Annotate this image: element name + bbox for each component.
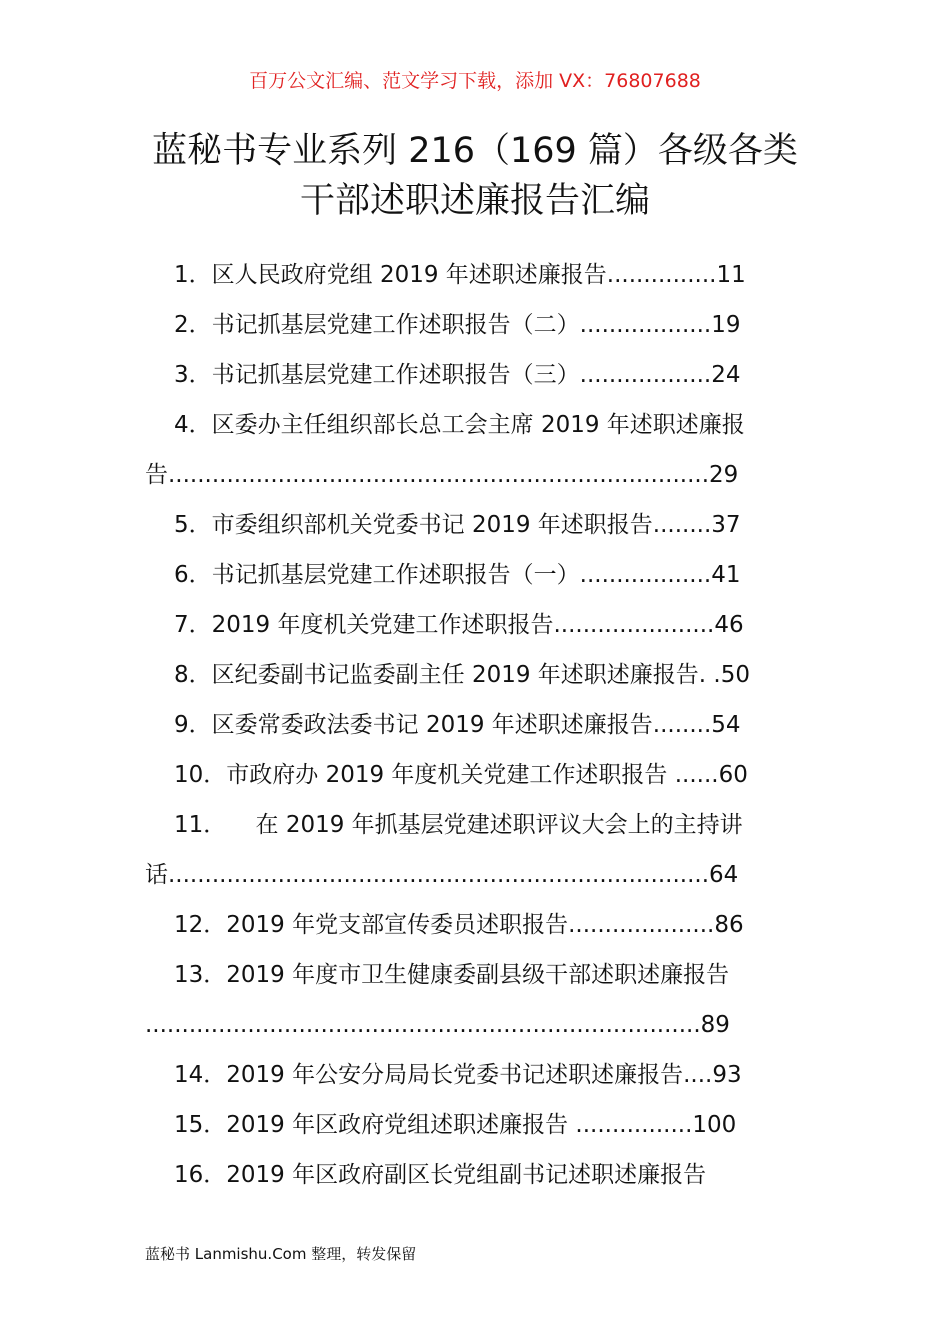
toc-entry-16[interactable]: 16．2019 年区政府副区长党组副书记述职述廉报告	[174, 1162, 707, 1188]
toc-entry-1[interactable]: 1．区人民政府党组 2019 年述职述廉报告...............11	[174, 262, 746, 288]
toc-entry-4[interactable]: 4．区委办主任组织部长总工会主席 2019 年述职述廉报	[174, 412, 745, 438]
toc-entry-5[interactable]: 5．市委组织部机关党委书记 2019 年述职报告........37	[174, 512, 741, 538]
toc-entry-2[interactable]: 2．书记抓基层党建工作述职报告（二）..................19	[174, 312, 741, 338]
document-title-line-1: 蓝秘书专业系列 216（169 篇）各级各类	[152, 131, 798, 171]
header-banner: 百万公文汇编、范文学习下载，添加 VX：76807688	[249, 70, 701, 92]
toc-entry-10[interactable]: 10．市政府办 2019 年度机关党建工作述职报告 ......60	[174, 762, 748, 788]
toc-entry-15[interactable]: 15．2019 年区政府党组述职述廉报告 ................100	[174, 1112, 737, 1138]
footer-note: 蓝秘书 Lanmishu.Com 整理，转发保留	[145, 1245, 417, 1263]
toc-entry-9[interactable]: 9．区委常委政法委书记 2019 年述职述廉报告........54	[174, 712, 741, 738]
toc-entry-11-continued[interactable]: 话..........................................................................64	[145, 862, 739, 888]
toc-entry-13-continued[interactable]: ............................................................................89	[145, 1012, 730, 1038]
toc-entry-6[interactable]: 6．书记抓基层党建工作述职报告（一）..................41	[174, 562, 741, 588]
toc-entry-4-continued[interactable]: 告..........................................................................29	[145, 462, 739, 488]
document-title-line-2: 干部述职述廉报告汇编	[299, 181, 650, 221]
toc-entry-8[interactable]: 8．区纪委副书记监委副主任 2019 年述职述廉报告. .50	[174, 662, 750, 688]
toc-entry-7[interactable]: 7．2019 年度机关党建工作述职报告......................46	[174, 612, 744, 638]
toc-entry-3[interactable]: 3．书记抓基层党建工作述职报告（三）..................24	[174, 362, 741, 388]
toc-entry-12[interactable]: 12．2019 年党支部宣传委员述职报告....................86	[174, 912, 744, 938]
toc-entry-14[interactable]: 14．2019 年公安分局局长党委书记述职述廉报告....93	[174, 1062, 742, 1088]
toc-entry-13[interactable]: 13．2019 年度市卫生健康委副县级干部述职述廉报告	[174, 962, 730, 988]
toc-entry-11[interactable]: 11． 在 2019 年抓基层党建述职评议大会上的主持讲	[174, 812, 743, 838]
